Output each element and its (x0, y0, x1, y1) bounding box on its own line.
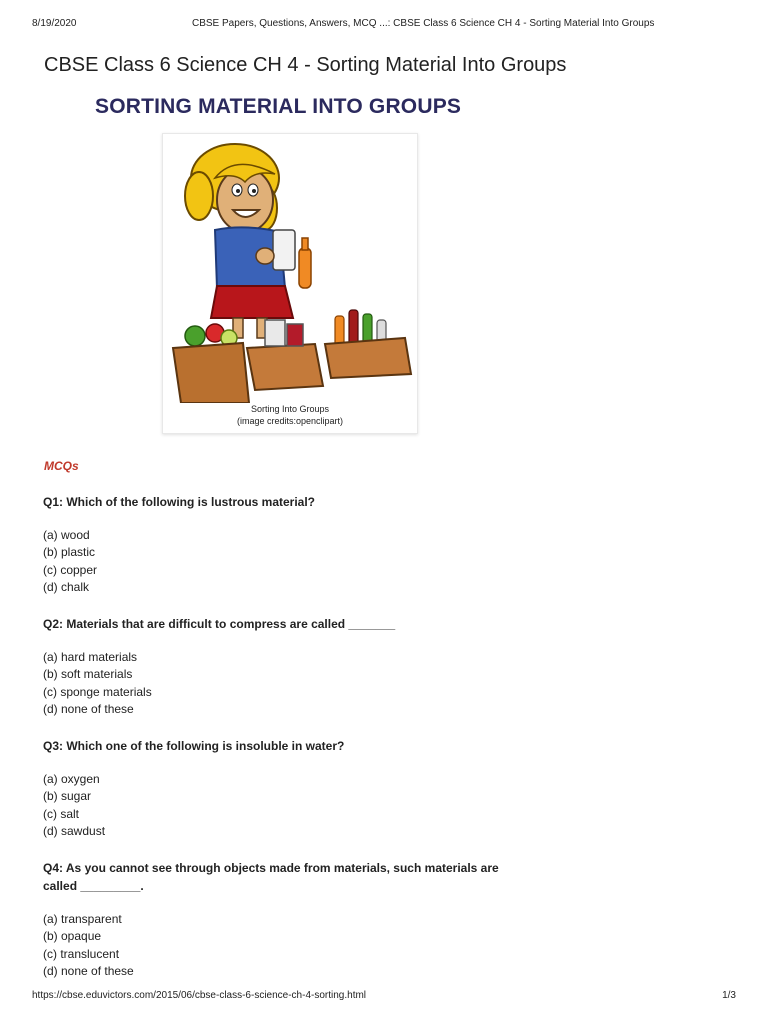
question-text: Q3: Which one of the following is insoluble in water? (43, 739, 345, 753)
answer-option: (b) opaque (43, 929, 102, 944)
answer-option: (c) copper (43, 562, 98, 577)
answer-option: (a) hard materials (43, 650, 138, 664)
illustration-figure (162, 133, 418, 434)
answer-option: (b) sugar (43, 789, 92, 804)
answer-option: (a) wood (43, 528, 90, 542)
print-date: 8/19/2020 (32, 18, 77, 29)
answer-option: (c) salt (43, 806, 79, 821)
question-text: Q1: Which of the following is lustrous material? (43, 495, 316, 509)
mcqs-heading: MCQs (44, 459, 79, 473)
answer-option: (d) sawdust (43, 824, 106, 839)
question-block-3 (43, 737, 563, 841)
answer-option: (b) soft materials (43, 667, 133, 682)
question-block-4 (43, 859, 563, 981)
print-footer (32, 990, 736, 1004)
figure-caption-title: Sorting Into Groups (250, 404, 330, 414)
answer-option: (c) sponge materials (43, 684, 152, 699)
print-page-title: CBSE Papers, Questions, Answers, MCQ ...: CBSE Class 6 Science CH 4 - Sorting Material Into Groups (192, 18, 655, 29)
question-text-line-1: Q4: As you cannot see through objects made from materials, such materials are (43, 861, 499, 875)
answer-option: (b) plastic (43, 545, 96, 560)
answer-option: (a) transparent (43, 912, 122, 926)
figure-caption (163, 403, 417, 427)
answer-option: (d) none of these (43, 964, 134, 979)
answer-option: (a) oxygen (43, 772, 100, 786)
answer-option: (c) translucent (43, 946, 120, 961)
question-block-1 (43, 493, 563, 597)
question-text: Q2: Materials that are difficult to compress are called _______ (43, 617, 396, 631)
answer-option: (d) none of these (43, 702, 134, 717)
question-text-line-2: called _________. (43, 879, 144, 893)
page-title: CBSE Class 6 Science CH 4 - Sorting Material Into Groups (44, 54, 567, 76)
page-number: 1/3 (722, 990, 736, 1001)
answer-option: (d) chalk (43, 580, 90, 595)
source-url: https://cbse.eduvictors.com/2015/06/cbse-class-6-science-ch-4-sorting.html (32, 990, 367, 1001)
print-header (32, 18, 736, 32)
figure-caption-credit: (image credits:openclipart) (236, 416, 344, 426)
section-title: SORTING MATERIAL INTO GROUPS (95, 95, 462, 118)
girl-sorting-materials-illustration (165, 138, 415, 403)
question-block-2 (43, 615, 563, 719)
